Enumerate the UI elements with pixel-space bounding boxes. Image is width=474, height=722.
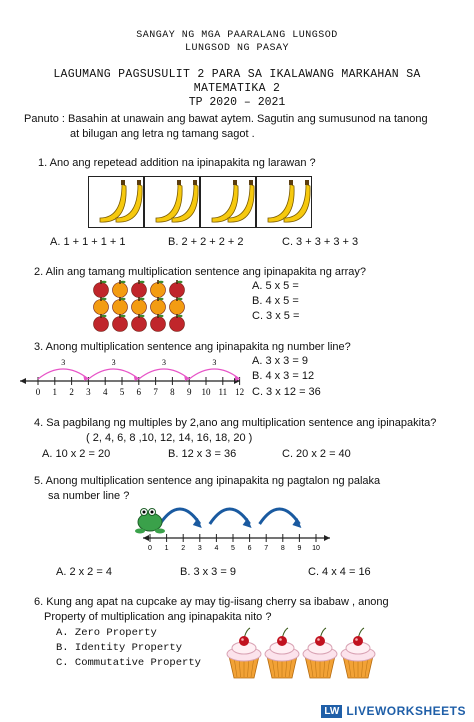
q4-choice-b[interactable]: B. 12 x 3 = 36 bbox=[168, 448, 237, 460]
test-title: LAGUMANG PAGSUSULIT 2 PARA SA IKALAWANG MARKAHAN SA bbox=[53, 68, 421, 81]
q3-jump-label-1: 3 bbox=[61, 358, 66, 367]
q3-tick-label-11: 11 bbox=[218, 387, 228, 397]
q6-choice-a[interactable]: A. Zero Property bbox=[56, 627, 157, 639]
q4-sequence: ( 2, 4, 6, 8 ,10, 12, 14, 16, 18, 20 ) bbox=[86, 432, 253, 444]
q5-choice-b[interactable]: B. 3 x 3 = 9 bbox=[180, 566, 236, 578]
q5-tick-label-7: 7 bbox=[264, 545, 269, 552]
q5-tick-label-9: 9 bbox=[297, 545, 302, 552]
question-3: 3. Anong multiplication sentence ang ipinapakita ng number line? bbox=[34, 341, 351, 353]
q3-jump-label-2: 3 bbox=[111, 358, 116, 367]
q5-tick-label-10: 10 bbox=[312, 545, 320, 552]
instructions-line-1: Panuto : Basahin at unawain ang bawat aytem. Sagutin ang sumusunod na tanong bbox=[24, 113, 428, 125]
q5-choice-a[interactable]: A. 2 x 2 = 4 bbox=[56, 566, 112, 578]
question-4: 4. Sa pagbilang ng multiples by 2,ano ang multiplication sentence ang ipinapakita? bbox=[34, 417, 437, 429]
q5-tick-label-8: 8 bbox=[280, 545, 285, 552]
q6-choice-c[interactable]: C. Commutative Property bbox=[56, 657, 201, 669]
q3-choice-c[interactable]: C. 3 x 12 = 36 bbox=[252, 386, 321, 398]
lw-badge: LW bbox=[321, 705, 342, 718]
school-year: TP 2020 – 2021 bbox=[188, 96, 286, 109]
q2-choice-b[interactable]: B. 4 x 5 = bbox=[252, 295, 299, 307]
q3-tick-label-0: 0 bbox=[35, 387, 41, 397]
instructions-line-2: at bilugan ang letra ng tamang sagot . bbox=[70, 128, 255, 140]
cherry-3-icon bbox=[315, 636, 325, 646]
subject-title: MATEMATIKA 2 bbox=[193, 82, 281, 95]
q5-tick-label-5: 5 bbox=[231, 545, 235, 552]
q1-choice-a[interactable]: A. 1 + 1 + 1 + 1 bbox=[50, 236, 126, 248]
q2-choice-c[interactable]: C. 3 x 5 = bbox=[252, 310, 300, 322]
q5-tick-label-1: 1 bbox=[164, 545, 169, 552]
q3-tick-label-10: 10 bbox=[201, 387, 211, 397]
liveworksheets-logo bbox=[321, 704, 466, 718]
question-1: 1. Ano ang repetead addition na ipinapakita ng larawan ? bbox=[38, 157, 316, 169]
q5-choice-c[interactable]: C. 4 x 4 = 16 bbox=[308, 566, 371, 578]
q4-choice-a[interactable]: A. 10 x 2 = 20 bbox=[42, 448, 111, 460]
q3-tick-label-7: 7 bbox=[153, 387, 158, 397]
q3-tick-label-2: 2 bbox=[69, 387, 74, 397]
q5-tick-label-6: 6 bbox=[247, 545, 252, 552]
question-5-line-1: 5. Anong multiplication sentence ang ipinapakita ng pagtalon ng palaka bbox=[34, 475, 381, 487]
q3-tick-label-12: 12 bbox=[235, 387, 245, 397]
cherry-1-icon bbox=[239, 636, 249, 646]
cherry-2-icon bbox=[277, 636, 287, 646]
q3-jump-label-4: 3 bbox=[212, 358, 217, 367]
q4-choice-c[interactable]: C. 20 x 2 = 40 bbox=[282, 448, 351, 460]
q3-tick-label-9: 9 bbox=[186, 387, 192, 397]
q3-jump-label-3: 3 bbox=[162, 358, 166, 367]
q6-choice-b[interactable]: B. Identity Property bbox=[56, 642, 183, 654]
q5-tick-label-3: 3 bbox=[197, 545, 202, 552]
q3-tick-label-5: 5 bbox=[119, 387, 125, 397]
q1-choice-b[interactable]: B. 2 + 2 + 2 + 2 bbox=[168, 236, 244, 248]
cherry-4-icon bbox=[353, 636, 363, 646]
question-6-line-2: Property of multiplication ang ipinapakita nito ? bbox=[44, 611, 272, 623]
q5-tick-label-0: 0 bbox=[148, 545, 152, 552]
q5-tick-label-2: 2 bbox=[181, 545, 186, 552]
q3-tick-label-8: 8 bbox=[170, 387, 175, 397]
question-6-line-1: 6. Kung ang apat na cupcake ay may tig-iisang cherry sa ibabaw , anong bbox=[34, 596, 389, 608]
q2-choice-a[interactable]: A. 5 x 5 = bbox=[252, 280, 299, 292]
q3-tick-label-3: 3 bbox=[86, 387, 91, 397]
school-division: SANGAY NG MGA PAARALANG LUNGSOD bbox=[136, 30, 338, 41]
q3-tick-label-6: 6 bbox=[136, 387, 142, 397]
q3-choice-a[interactable]: A. 3 x 3 = 9 bbox=[252, 355, 308, 367]
q3-tick-label-4: 4 bbox=[102, 387, 108, 397]
question-2: 2. Alin ang tamang multiplication sentence ang ipinapakita ng array? bbox=[34, 266, 367, 278]
city-division: LUNGSOD NG PASAY bbox=[184, 43, 289, 54]
q3-choice-b[interactable]: B. 4 x 3 = 12 bbox=[252, 370, 315, 382]
question-5-line-2: sa number line ? bbox=[48, 490, 130, 502]
q3-tick-label-1: 1 bbox=[52, 387, 58, 397]
q1-choice-c[interactable]: C. 3 + 3 + 3 + 3 bbox=[282, 236, 359, 248]
brand-text: LIVEWORKSHEETS bbox=[346, 704, 466, 718]
q5-tick-label-4: 4 bbox=[214, 545, 219, 552]
